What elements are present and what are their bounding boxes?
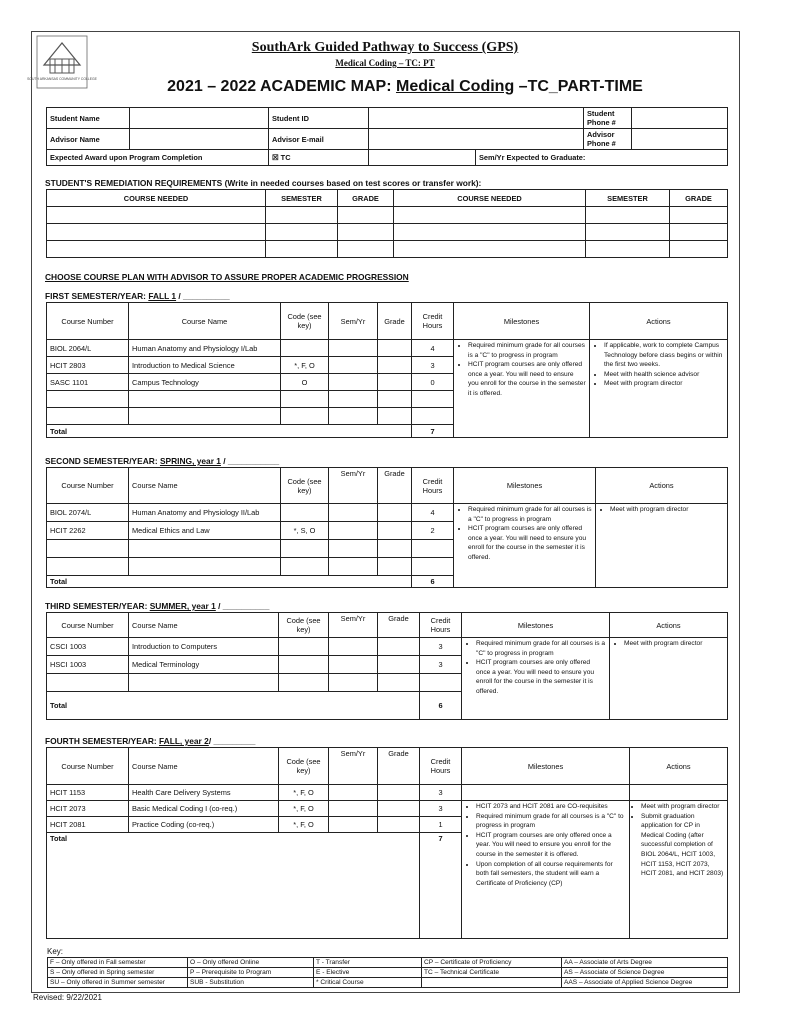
semester-4-table xyxy=(46,747,728,939)
col-credit: Credit Hours xyxy=(412,303,454,340)
key-row: SU – Only offered in Summer semester SUB - Substitution * Critical Course AAS – Associate of Applied Science Degree xyxy=(48,978,728,988)
col-code: Code (see key) xyxy=(281,303,329,340)
rem-grade-header-2: GRADE xyxy=(670,190,728,207)
semester-4-actions: • Meet with program director • Submit graduation application for CP in Medical Coding (after successful completion of BIOL 2064/L, HCIT 1003, HCIT 1153, HCIT 2073, HCIT 2081, and HCIT 2803) xyxy=(630,801,728,939)
rem-row xyxy=(47,241,728,258)
student-id-label: Student ID xyxy=(269,108,369,129)
total-row: Total 7 xyxy=(47,833,728,939)
advisor-name-label: Advisor Name xyxy=(47,129,130,150)
student-phone-field[interactable] xyxy=(632,108,728,129)
advisor-email-label: Advisor E-mail xyxy=(269,129,369,150)
col-course-name: Course Name xyxy=(129,303,281,340)
col-sem-yr: Sem/Yr xyxy=(329,468,378,504)
col-credit: Credit Hours xyxy=(412,468,454,504)
semester-2-table xyxy=(46,467,728,588)
semester-3-table xyxy=(46,612,728,720)
col-milestones: Milestones xyxy=(462,748,630,785)
col-actions: Actions xyxy=(596,468,728,504)
table-row: HCIT 2262 Medical Ethics and Law *, S, O 2 xyxy=(47,522,728,540)
rem-semester-header-1: SEMESTER xyxy=(266,190,338,207)
col-sem-yr: Sem/Yr xyxy=(329,303,378,340)
col-course-number: Course Number xyxy=(47,613,129,638)
rem-course-header-1: COURSE NEEDED xyxy=(47,190,266,207)
col-grade: Grade xyxy=(378,748,420,785)
table-row: BIOL 2064/L Human Anatomy and Physiology I/Lab 4 • Required minimum grade for all courses is a "C" to progress in program • HCIT program courses are only offered once a year. You will need to ensure you enroll for the course in the semester it is offered. • If applicable, work to complete Campus Technology before class begins or within the first two weeks. • Meet with health science advisor • Meet with program director xyxy=(47,340,728,357)
semester-2-heading: SECOND SEMESTER/YEAR: SPRING, year 1 / ___________ xyxy=(45,456,280,466)
col-milestones: Milestones xyxy=(462,613,610,638)
revised-date: Revised: 9/22/2021 xyxy=(33,993,102,1002)
student-id-field[interactable] xyxy=(369,108,584,129)
academic-map-title: 2021 – 2022 ACADEMIC MAP: Medical Coding –TC_PART-TIME xyxy=(167,78,643,95)
student-name-label: Student Name xyxy=(47,108,130,129)
sem-expected-label: Sem/Yr Expected to Graduate: xyxy=(476,150,728,166)
col-grade: Grade xyxy=(378,468,412,504)
document-subtitle: Medical Coding – TC: PT xyxy=(335,58,435,68)
key-label: Key: xyxy=(47,947,64,956)
col-milestones: Milestones xyxy=(454,468,596,504)
remediation-heading: STUDENT'S REMEDIATION REQUIREMENTS (Write in needed courses based on test scores or transfer work): xyxy=(45,178,482,188)
advisor-phone-label: Advisor Phone # xyxy=(584,129,632,150)
remediation-table xyxy=(46,189,728,258)
rem-grade-header-1: GRADE xyxy=(338,190,394,207)
student-phone-label: Student Phone # xyxy=(584,108,632,129)
advisor-email-field[interactable] xyxy=(369,129,584,150)
key-row: S – Only offered in Spring semester P – Prerequisite to Program E - Elective TC – Technical Certificate AS – Associate of Science Degree xyxy=(48,968,728,978)
col-course-number: Course Number xyxy=(47,468,129,504)
col-grade: Grade xyxy=(378,613,420,638)
semester-2-milestones: • Required minimum grade for all courses is a "C" to progress in program • HCIT program courses are only offered once a year. You will need to ensure you enroll for the course in the semester it is offered. xyxy=(454,504,596,588)
svg-text:SOUTH ARKANSAS COMMUNITY COLLE: SOUTH ARKANSAS COMMUNITY COLLEGE xyxy=(27,77,97,81)
col-milestones: Milestones xyxy=(454,303,590,340)
col-sem-yr: Sem/Yr xyxy=(329,748,378,785)
table-row: HCIT 1153 Health Care Delivery Systems *, F, O 3 xyxy=(47,785,728,801)
col-actions: Actions xyxy=(590,303,728,340)
col-course-name: Course Name xyxy=(129,468,281,504)
table-row: BIOL 2074/L Human Anatomy and Physiology II/Lab 4 • Required minimum grade for all courses is a "C" to progress in program • HCIT program courses are only offered once a year. You will need to ensure you enroll for the course in the semester it is offered. • Meet with program director xyxy=(47,504,728,522)
table-row: SASC 1101 Campus Technology O 0 xyxy=(47,374,728,391)
expected-award-label: Expected Award upon Program Completion xyxy=(47,150,269,166)
total-row: Total 6 xyxy=(47,692,728,720)
student-info-table xyxy=(46,107,728,166)
semester-1-milestones: • Required minimum grade for all courses is a "C" to progress in program • HCIT program courses are only offered once a year. You will need to ensure you enroll for the course in the semester it is offered. xyxy=(454,340,590,438)
col-sem-yr: Sem/Yr xyxy=(329,613,378,638)
semester-1-actions: • If applicable, work to complete Campus Technology before class begins or within the first two weeks. • Meet with health science advisor • Meet with program director xyxy=(590,340,728,438)
col-credit: Credit Hours xyxy=(420,748,462,785)
rem-semester-header-2: SEMESTER xyxy=(586,190,670,207)
col-code: Code (see key) xyxy=(281,468,329,504)
total-row: Total 7 xyxy=(47,425,728,438)
student-name-field[interactable] xyxy=(130,108,269,129)
rem-row xyxy=(47,224,728,241)
advisor-phone-field[interactable] xyxy=(632,129,728,150)
award-blank xyxy=(369,150,476,166)
rem-course-header-2: COURSE NEEDED xyxy=(394,190,586,207)
rem-row xyxy=(47,207,728,224)
col-code: Code (see key) xyxy=(279,613,329,638)
document-title: SouthArk Guided Pathway to Success (GPS) xyxy=(251,40,519,55)
table-row: HCIT 2803 Introduction to Medical Science *, F, O 3 xyxy=(47,357,728,374)
table-row: HCIT 2073 Basic Medical Coding I (co-req.) *, F, O 3 • HCIT 2073 and HCIT 2081 are CO-requisites • Required minimum grade for all courses is a "C" to progress in program • HCIT program courses are only offered once a year. You will need to ensure you enroll for the course in the semester it is offered. • Upon completion of all course requirements for both fall semesters, the student will earn a Certificate of Proficiency (CP) • Meet with program director • Submit graduation application for CP in Medical Coding (after successful completion of BIOL 2064/L, HCIT 1003, HCIT 1153, HCIT 2073, HCIT 2081, and HCIT 2803) xyxy=(47,801,728,817)
semester-3-actions: • Meet with program director xyxy=(610,638,728,720)
col-course-number: Course Number xyxy=(47,303,129,340)
col-course-name: Course Name xyxy=(129,613,279,638)
key-table xyxy=(47,957,728,988)
semester-3-milestones: • Required minimum grade for all courses is a "C" to progress in program • HCIT program courses are only offered once a year. You will need to ensure you enroll for the course in the semester it is offered. xyxy=(462,638,610,720)
semester-4-milestones: • HCIT 2073 and HCIT 2081 are CO-requisites • Required minimum grade for all courses is a "C" to progress in program • HCIT program courses are only offered once a year. You will need to ensure you enroll for the course in the semester it is offered. • Upon completion of all course requirements for both fall semesters, the student will earn a Certificate of Proficiency (CP) xyxy=(462,801,630,939)
advisor-name-field[interactable] xyxy=(130,129,269,150)
semester-4-heading: FOURTH SEMESTER/YEAR: FALL, year 2/ _________ xyxy=(45,736,256,746)
total-row: Total 6 xyxy=(47,576,728,588)
col-actions: Actions xyxy=(610,613,728,638)
col-grade: Grade xyxy=(378,303,412,340)
table-row: HSCI 1003 Medical Terminology 3 xyxy=(47,656,728,674)
semester-2-actions: • Meet with program director xyxy=(596,504,728,588)
col-course-name: Course Name xyxy=(129,748,279,785)
table-row: CSCI 1003 Introduction to Computers 3 • Required minimum grade for all courses is a "C" to progress in program • HCIT program courses are only offered once a year. You will need to ensure you enroll for the course in the semester it is offered. • Meet with program director xyxy=(47,638,728,656)
tc-checkbox[interactable]: ☒ TC xyxy=(269,150,369,166)
key-row: F – Only offered in Fall semester O – Only offered Online T - Transfer CP – Certificate of Proficiency AA – Associate of Arts Degree xyxy=(48,958,728,968)
semester-3-heading: THIRD SEMESTER/YEAR: SUMMER, year 1 / __________ xyxy=(45,601,270,611)
col-course-number: Course Number xyxy=(47,748,129,785)
semester-1-heading: FIRST SEMESTER/YEAR: FALL 1 / __________ xyxy=(45,291,230,301)
semester-1-table xyxy=(46,302,728,438)
plan-heading: CHOOSE COURSE PLAN WITH ADVISOR TO ASSURE PROPER ACADEMIC PROGRESSION xyxy=(45,272,409,282)
table-row: HCIT 2081 Practice Coding (co-req.) *, F, O 1 xyxy=(47,817,728,833)
col-code: Code (see key) xyxy=(279,748,329,785)
col-credit: Credit Hours xyxy=(420,613,462,638)
col-actions: Actions xyxy=(630,748,728,785)
